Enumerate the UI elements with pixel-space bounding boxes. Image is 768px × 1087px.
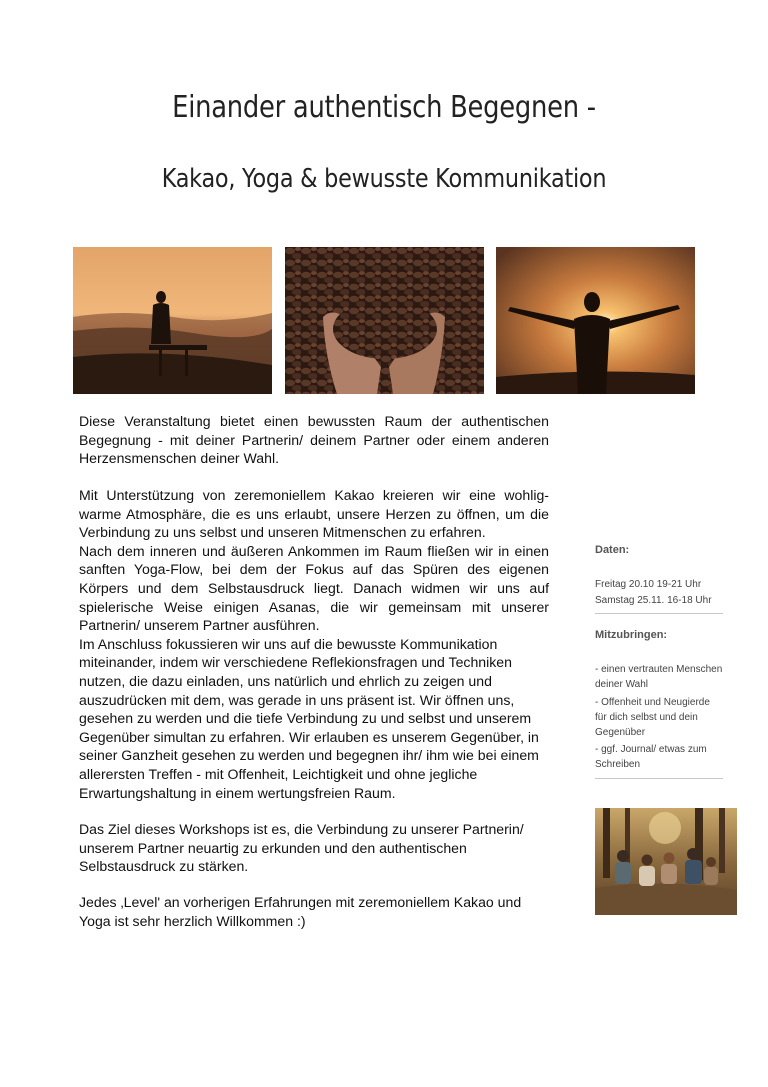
intro-paragraph xyxy=(79,412,549,468)
woman-meditating-sunset-photo xyxy=(73,247,272,394)
bring-item: - Offenheit und Neugierde für dich selbst und dein Gegenüber xyxy=(595,697,710,738)
group-sitting-forest-photo xyxy=(595,808,737,915)
divider xyxy=(595,778,723,779)
text-intro: Diese Veranstaltung bietet einen bewussten Raum der authentischen Begegnung - mit deiner Partnerin/ deinem Partner oder einem anderen Herzensmenschen deiner Wahl. xyxy=(79,413,549,467)
welcome-paragraph xyxy=(79,893,549,930)
date-friday: Freitag 20.10 19-21 Uhr xyxy=(595,579,702,590)
text-yoga: Nach dem inneren und äußeren Ankommen im Raum fließen wir in einen sanften Yoga-Flow, bei dem der Fokus auf das Spüren des eigenen Körpers und dem Selbstausdruck liegt. Danach widmen wir uns auf spielerische Weise einigen Asanas, die wir gemeinsam mit unserer Partnerin/ unserem Partner ausführen. xyxy=(79,542,549,634)
description-block xyxy=(79,486,549,802)
page-title: Einander authentisch Begegnen - xyxy=(172,90,596,125)
text-goal: Das Ziel dieses Workshops ist es, die Verbindung zu unserer Partnerin/ unserem Partner neuartig zu erkunden und den authentischen Selbstausdruck zu stärken. xyxy=(79,821,524,875)
goal-paragraph xyxy=(79,820,549,876)
text-communication: Im Anschluss fokussieren wir uns auf die bewusste Kommunikation miteinander, indem wir verschiedene Reflekionsfragen und Techniken nutzen, die dazu einladen, uns natürlich und ehrlich zu zeigen und auszudrücken mit dem, was gerade in uns präsent ist. Wir öffnen uns, gesehen zu werden und die tiefe Verbindung zu und selbst und unserem Gegenüber simultan zu erfahren. Wir erlauben es unserem Gegenüber, in seiner Ganzheit gesehen zu werden und begegnen ihr/ ihm wie bei einem allerersten Treffen - mit Offenheit, Leichtigkeit und ohne jegliche Erwartungshaltung in einem wertungsfreien Raum. xyxy=(79,635,539,801)
man-arms-open-sunset-photo xyxy=(496,247,695,394)
dates-heading: Daten: xyxy=(595,544,630,556)
date-saturday: Samstag 25.11. 16-18 Uhr xyxy=(595,595,712,606)
bring-heading: Mitzubringen: xyxy=(595,629,668,641)
bring-item: - ggf. Journal/ etwas zum Schreiben xyxy=(595,744,707,770)
text-cacao: Mit Unterstützung von zeremoniellem Kakao kreieren wir eine wohlig-warme Atmosphäre, die es uns erlaubt, unsere Herzen zu öffnen, um die Verbindung zu uns selbst und unseren Mitmenschen zu erfahren. xyxy=(79,487,549,541)
divider xyxy=(595,613,723,614)
hands-cacao-beans-photo xyxy=(285,247,484,394)
page-subtitle: Kakao, Yoga & bewusste Kommunikation xyxy=(161,164,607,194)
bring-item: - einen vertrauten Menschen deiner Wahl xyxy=(595,664,723,690)
text-welcome: Jedes ‚Level' an vorherigen Erfahrungen mit zeremoniellem Kakao und Yoga ist sehr herzlich Willkommen :) xyxy=(79,894,522,929)
